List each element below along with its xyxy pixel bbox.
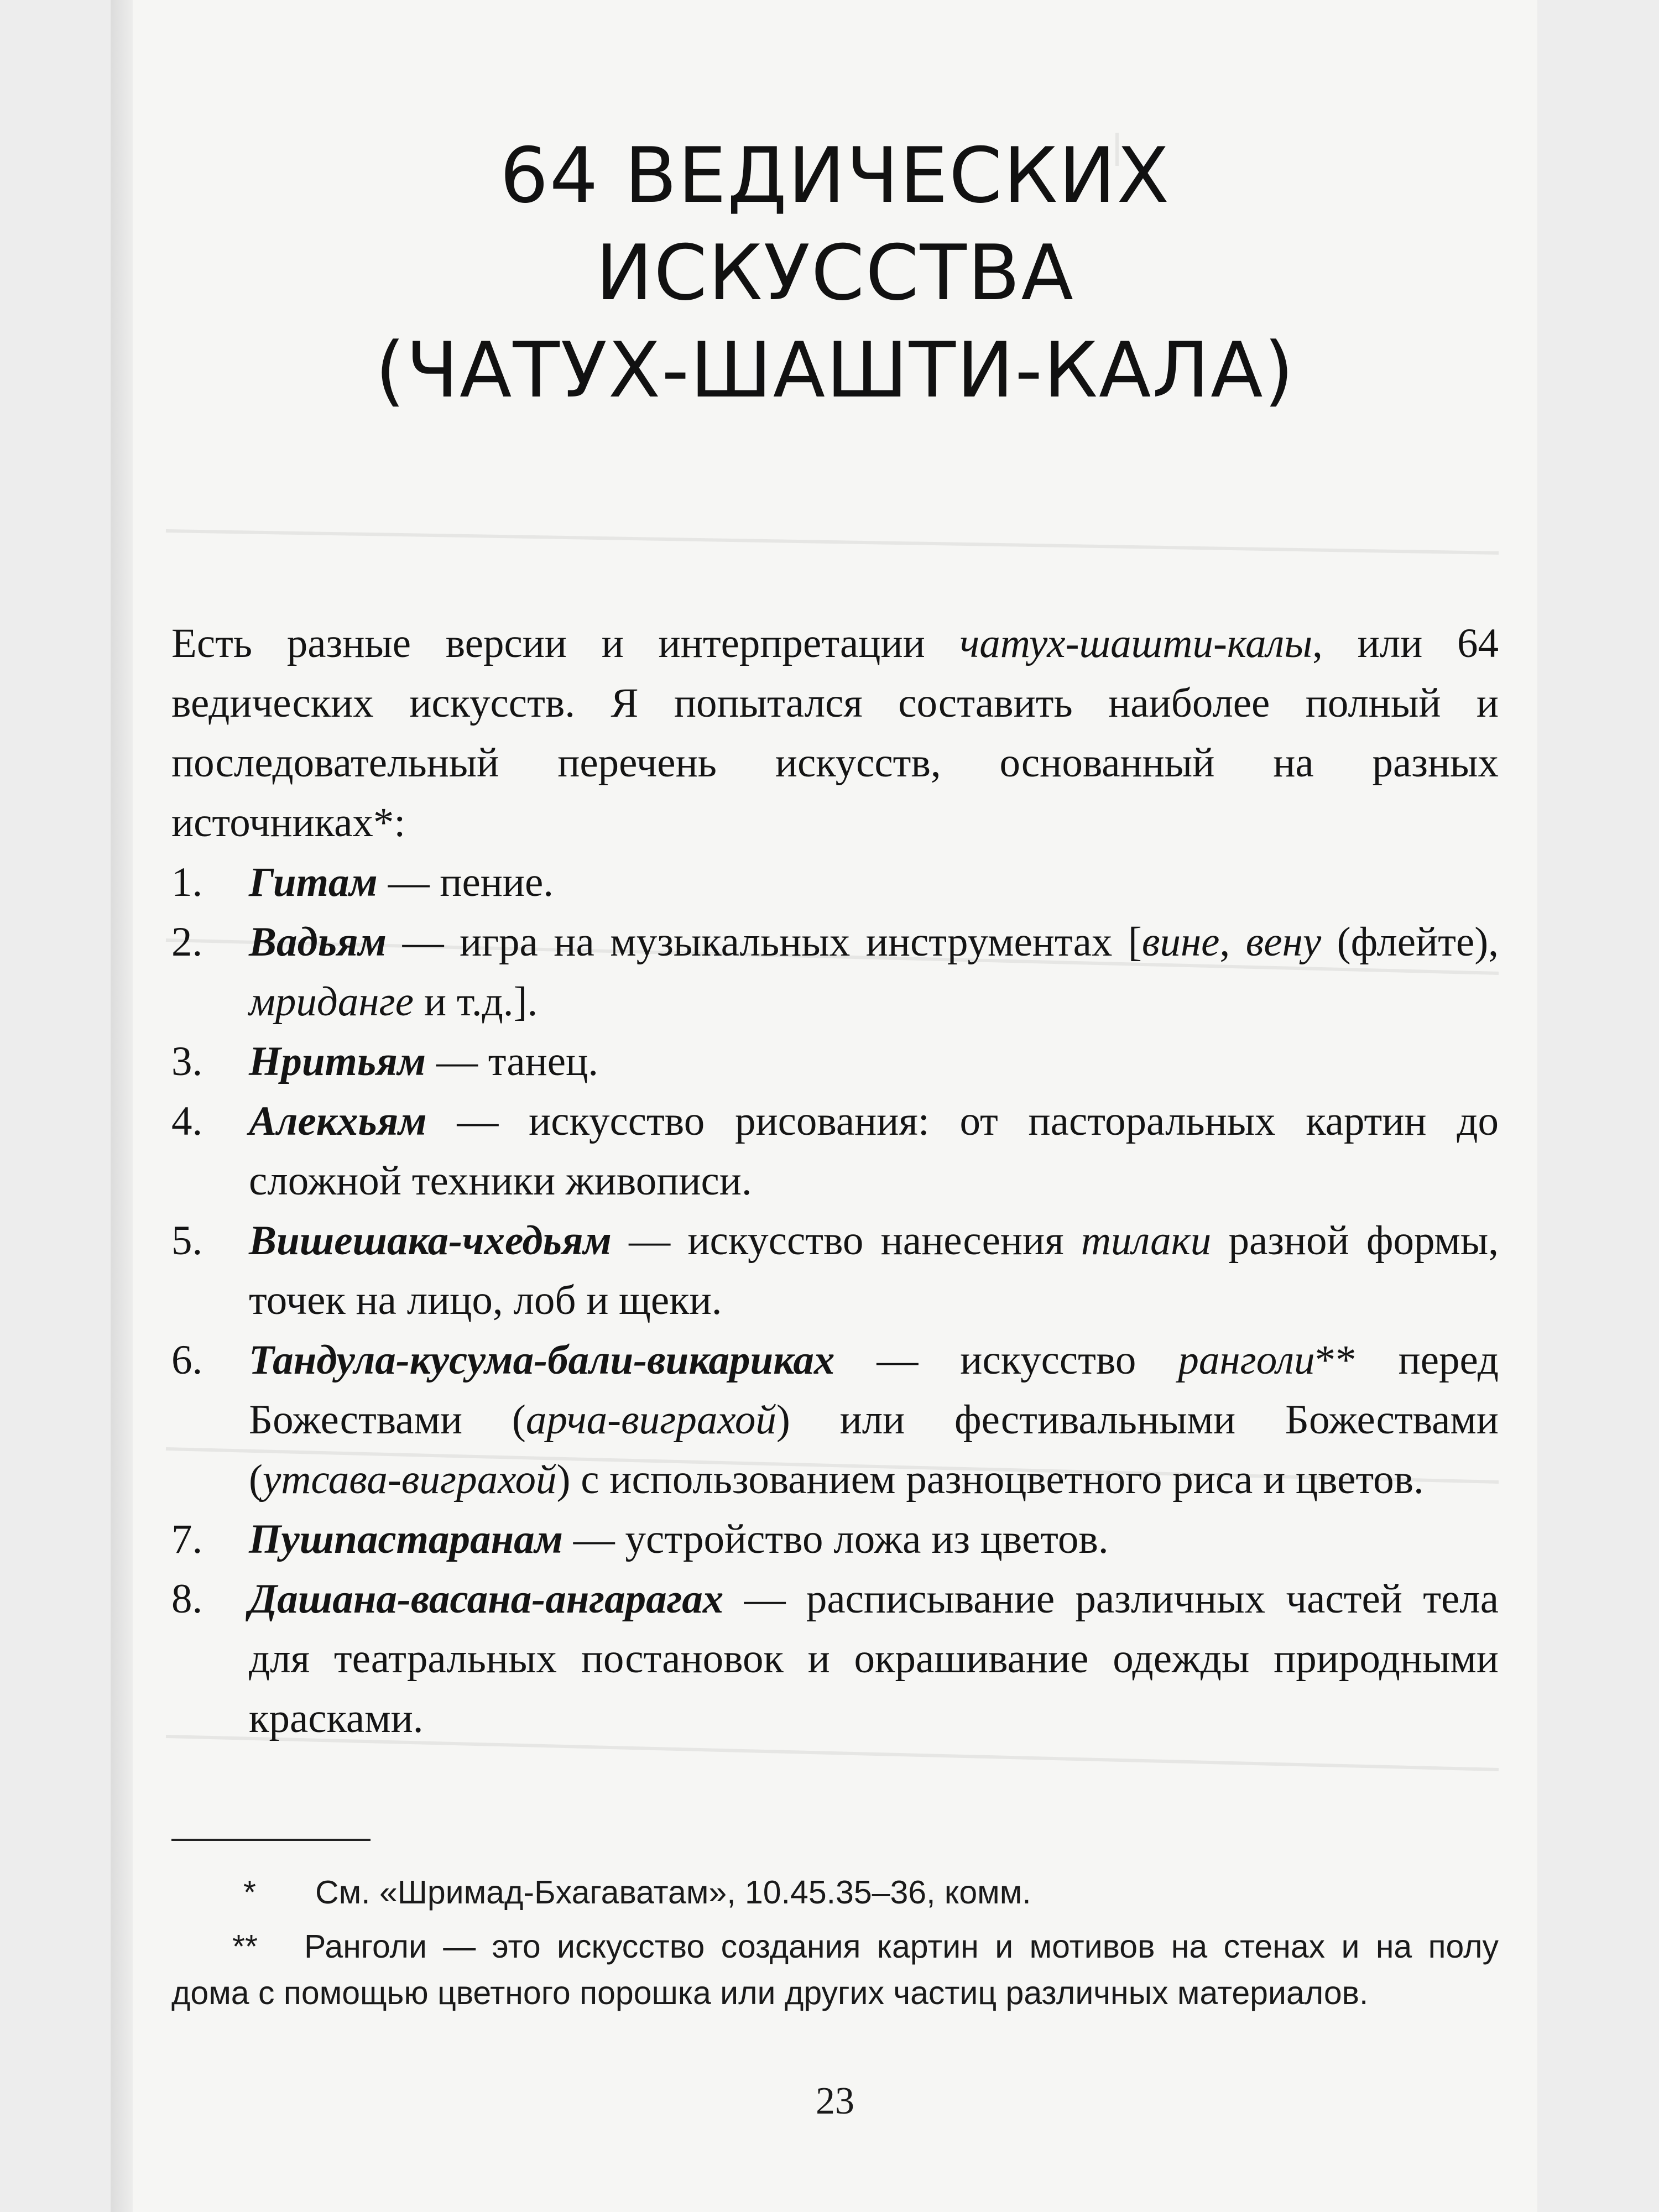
footnotes (171, 1869, 1499, 2016)
list-item (171, 912, 1499, 1032)
item-italic: вену (1245, 919, 1322, 965)
item-term: Нритьям (249, 1039, 426, 1084)
list-item (171, 1569, 1499, 1749)
item-italic: ранголи (1178, 1337, 1315, 1383)
item-desc: — пение. (377, 859, 554, 905)
item-desc: — игра на музыкальных инструментах [ (387, 919, 1142, 965)
main-text (171, 614, 1499, 1749)
item-desc: — устройство ложа из цветов. (562, 1516, 1109, 1562)
item-number: 4. (171, 1098, 203, 1144)
item-desc: — искусство нанесения (611, 1218, 1081, 1264)
footnote-text: См. «Шримад-Бхагаватам», 10.45.35–36, комм. (315, 1874, 1031, 1911)
item-desc: и т.д.]. (414, 979, 538, 1025)
item-number: 8. (171, 1576, 203, 1622)
intro-term: чатух-шашти-калы (959, 620, 1313, 666)
page-number: 23 (816, 2080, 854, 2122)
item-desc: разной формы, точек на лицо, лоб и щеки. (249, 1218, 1499, 1323)
intro-text-2: , или 64 ведических искусств. Я попытался составить наиболее полный и последовательный перечень искусств, основанный на разных источниках*: (171, 620, 1499, 846)
item-term: Пушпастаранам (249, 1516, 563, 1562)
item-number: 3. (171, 1039, 203, 1084)
title-line-1: 64 ВЕДИЧЕСКИХ (499, 131, 1171, 220)
footnote (171, 1869, 1499, 1916)
item-desc: — искусство рисования: от пасторальных картин до сложной техники живописи. (249, 1098, 1499, 1204)
item-italic: тилаки (1081, 1218, 1212, 1264)
intro-text-1: Есть разные версии и интерпретации (171, 620, 960, 666)
item-desc: , (1219, 919, 1246, 965)
footnote-mark: * (243, 1874, 256, 1911)
item-italic: вине (1141, 919, 1220, 965)
item-desc: — искусство (834, 1337, 1178, 1383)
arts-list (171, 853, 1499, 1749)
list-item (171, 1092, 1499, 1211)
item-desc: ) или фестивальными Божествами ( (249, 1397, 1499, 1503)
item-term: Тандула-кусума-бали-викариках (249, 1337, 835, 1383)
list-item (171, 1331, 1499, 1510)
footnote-divider (171, 1839, 371, 1841)
item-desc: — расписывание различных частей тела для театральных постановок и окрашивание одежды природными красками. (249, 1576, 1499, 1741)
item-number: 5. (171, 1218, 203, 1264)
item-desc: ) с использованием разноцветного риса и цветов. (556, 1457, 1424, 1503)
item-italic: арча-виграхой (525, 1397, 776, 1443)
item-desc: — танец. (426, 1039, 598, 1084)
item-number: 1. (171, 859, 203, 905)
list-item (171, 1510, 1499, 1569)
page-title (133, 127, 1537, 419)
list-item (171, 1211, 1499, 1331)
item-term: Дашана-васана-ангарагах (249, 1576, 724, 1622)
item-term: Алекхьям (249, 1098, 427, 1144)
item-italic: утсава-виграхой (262, 1457, 557, 1503)
item-number: 2. (171, 919, 203, 965)
item-desc: ** перед Божествами ( (249, 1337, 1499, 1443)
footnote (171, 1923, 1499, 2016)
title-line-2: ИСКУССТВА (596, 228, 1074, 317)
footnote-mark: ** (232, 1928, 258, 1965)
list-item (171, 853, 1499, 912)
item-term: Вишешака-чхедьям (249, 1218, 612, 1264)
item-number: 6. (171, 1337, 203, 1383)
item-desc: (флейте), (1321, 919, 1499, 965)
intro-paragraph (171, 614, 1499, 853)
item-term: Гитам (249, 859, 378, 905)
list-item (171, 1032, 1499, 1092)
title-line-3: (ЧАТУХ-ШАШТИ-КАЛА) (375, 326, 1295, 415)
item-italic: мриданге (249, 979, 414, 1025)
item-term: Вадьям (249, 919, 387, 965)
item-number: 7. (171, 1516, 203, 1562)
footnote-text: Ранголи — это искусство создания картин и мотивов на стенах и на полу дома с помощью цветного порошка или других частиц различных материалов. (171, 1928, 1499, 2011)
